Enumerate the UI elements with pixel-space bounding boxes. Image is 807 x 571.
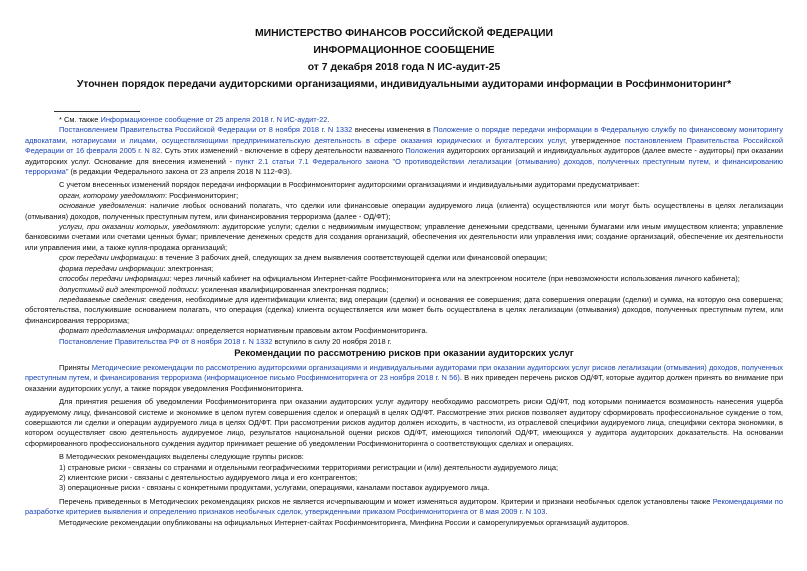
risk-paragraph: Для принятия решения об уведомлении Росфинмониторинга при оказании аудиторских услуг аудитору необходимо рассмотреть риски ОД/ФТ, под которыми понимается возможность нанесения ущерба аудируемому лицу, финансовой системе и экономике в целом путем совершения сделок и операций в целях ОД/ФТ. Рассмотрение этих рисков позволяет аудитору сформировать профессиональное суждение о том, совершаются ли сделки и операции аудируемого лица в целях ОД/ФТ. При рассмотрении рисков аудитор должен исходить, в частности, из отраслевой специфики аудируемого лица, специфики сектора экономики, в котором осуществляет свою деятельность аудируемое лицо, результатов национальной оценки рисков ОД/ФТ, имеющихся типологий ОД/ФТ, имеющихся у аудитора аудиторских доказательств. На основании сформированного профессионального суждения аудитор принимает решение об уведомлении Росфинмониторинга о соответствующих сделках и операциях.	[25, 397, 783, 448]
groups-lead: В Методических рекомендациях выделены следующие группы рисков:	[59, 452, 304, 462]
list-item: передаваемые сведения: сведения, необходимые для идентификации клиента; вид операции (сделки) и основания ее совершения; дата совершения операции (сделки) и сумма, на которую она совершена; обстоятельства, послужившие основанием полагать, что операция (сделка) клиента осуществляется или может быть осуществлена в целях легализации (отмывания) доходов, полученных преступным путем, или финансирования терроризма;	[25, 294, 784, 325]
footnote: * См. также Информационное сообщение от 25 апреля 2018 г. N ИС-аудит-22.	[59, 115, 330, 124]
list-item: 1) страновые риски - связаны со странами и отдельными географическими территориями регистрации и (или) деятельности аудируемого лица;	[59, 462, 559, 472]
order-103-link[interactable]: Рекомендациями по разработке критериев выявления и определению признаков необычных сделок, утвержденными приказом Росфинмониторинга от 8 мая 2009 г. N 103	[25, 496, 783, 517]
list-item: услуги, при оказании которых, уведомляют: аудиторские услуги; сделки с недвижимым имуществом; управление денежными средствами, ценными бумагами или иным имуществом клиента; управление банковскими счетами или счетами ценных бумаг; привлечение денежных средств для создания организаций, обеспечения их деятельности или управления ими; создание организаций, обеспечение их деятельности или управления ими, а также купля-продажа организаций;	[25, 222, 783, 252]
list-item: основание уведомления: наличие любых оснований полагать, что сделки или финансовые операции аудируемого лица (клиента) осуществляются или могут быть осуществлены в целях легализации (отмывания) доходов, полученных преступным путем, или финансирования терроризма (далее - ОД/ФТ);	[25, 201, 783, 221]
decree-1332-link[interactable]: Постановлением Правительства Российской Федерации от 8 ноября 2018 г. N 1332	[59, 125, 353, 135]
intro-paragraph: Постановлением Правительства Российской Федерации от 8 ноября 2018 г. N 1332 внесены изменения в Положение о порядке передачи информации в Федеральную службу по финансовому мониторингу адвокатами, нотариусами и лицами, осуществляющими предпринимательскую деятельность в сфере оказания юридических и бухгалтерских услуг, утвержденное постановлением Правительства Российской Федерации от 16 февраля 2005 г. N 82. Суть этих изменений - включение в сферу деятельности названного Положения аудиторских организаций и индивидуальных аудиторов (далее вместе - аудиторы) при оказании аудиторских услуг. Основание для внесения изменений - пункт 2.1 статьи 7.1 Федерального закона "О противодействии легализации (отмыванию) доходов, полученных преступным путем, и финансированию терроризма" (в редакции Федерального закона от 23 апреля 2018 N 112-ФЗ).	[25, 125, 783, 177]
list-item: орган, которому уведомляют: Росфинмониторинг;	[59, 190, 239, 200]
list-item: 2) клиентские риски - связаны с деятельностью аудируемого лица и его контрагентов;	[59, 473, 358, 482]
list-item: форма передачи информации: электронная;	[59, 263, 214, 273]
publication-paragraph: Методические рекомендации опубликованы на официальных Интернет-сайтах Росфинмониторинга, Минфина России и саморегулируемых организаций аудиторов.	[59, 517, 630, 527]
regulation-link[interactable]: Положение о порядке передачи информации в Федеральную службу по финансовому мониторингу адвокатами, нотариусами и лицами, осуществляющими предпринимательскую деятельность в сфере оказания юридических и бухгалтерских услуг	[25, 125, 783, 145]
footnote-divider	[54, 111, 140, 112]
federal-law-link[interactable]: пункт 2.1 статьи 7.1 Федерального закона "О противодействии легализации (отмыванию) доходов, полученных преступным путем, и финансированию терроризма"	[25, 156, 783, 177]
effective-date-paragraph: Постановление Правительства РФ от 8 ноября 2018 г. N 1332 вступило в силу 20 ноября 2018 г.	[59, 336, 392, 346]
regulation-short-link[interactable]: Положения	[405, 146, 445, 156]
document-type: ИНФОРМАЦИОННОЕ СООБЩЕНИЕ	[313, 45, 495, 56]
list-item: формат представления информации: определяется нормативным правовым актом Росфинмониторинга.	[59, 326, 428, 336]
decree-82-link[interactable]: постановлением Правительства Российской Федерации от 16 февраля 2005 г. N 82	[25, 135, 783, 156]
footnote-link[interactable]: Информационное сообщение от 25 апреля 2018 г. N ИС-аудит-22	[100, 115, 328, 124]
document-page	[25, 28, 783, 528]
list-item: срок передачи информации: в течение 3 рабочих дней, следующих за днем выявления соответствующей сделки или финансовой операции;	[59, 253, 548, 263]
signs-paragraph: Перечень приведенных в Методических рекомендациях рисков не является исчерпывающим и может изменяться аудитором. Критерии и признаки необычных сделок установлены также Рекомендациями по разработке критериев выявления и определению признаков необычных сделок, утвержденными приказом Росфинмониторинга от 8 мая 2009 г. N 103.	[25, 496, 783, 517]
section-title: Рекомендации по рассмотрению рисков при оказании аудиторских услуг	[234, 347, 574, 358]
document-title: Уточнен порядок передачи аудиторскими организациями, индивидуальными аудиторами информации в Росфинмониторинг*	[76, 79, 732, 90]
recommendations-paragraph: Приняты Методические рекомендации по рассмотрению аудиторскими организациями и индивидуальными аудиторами при оказании аудиторских услуг рисков легализации (отмывания) доходов, полученных преступным путем, и финансирования терроризма (информационное письмо Росфинмониторинга от 23 ноября 2018 г. N 56). В них приведен перечень рисков ОД/ФТ, которые аудитор должен принять во внимание при оказании аудиторских услуг, а также порядок уведомления Росфинмониторинга.	[25, 362, 784, 393]
methodical-recommendations-link[interactable]: Методические рекомендации по рассмотрению аудиторскими организациями и индивидуальными аудиторами при оказании аудиторских услуг рисков легализации (отмывания) доходов, полученных преступным путем, и финансирования терроризма (информационное письмо Росфинмониторинга от 23 ноября 2018 г. N 56)	[25, 362, 783, 383]
decree-1332-effective-link[interactable]: Постановление Правительства РФ от 8 ноября 2018 г. N 1332	[59, 336, 273, 346]
list-item: способы передачи информации: через личный кабинет на официальном Интернет-сайте Росфинмониторинга или на электронном носителе (при невозможности использования личного кабинета);	[59, 274, 740, 284]
list-item: 3) операционные риски - связаны с конкретными продуктами, услугами, операциями, каналами поставок аудируемого лица.	[59, 483, 490, 493]
lead-paragraph: С учетом внесенных изменений порядок передачи информации в Росфинмониторинг аудиторскими организациями и индивидуальными аудиторами предусматривает:	[59, 180, 640, 190]
document-date-number: от 7 декабря 2018 года N ИС-аудит-25	[307, 62, 501, 73]
ministry-heading: МИНИСТЕРСТВО ФИНАНСОВ РОССИЙСКОЙ ФЕДЕРАЦИИ	[255, 28, 553, 39]
list-item: допустимый вид электронной подписи: усиленная квалифицированная электронная подпись;	[59, 284, 389, 294]
